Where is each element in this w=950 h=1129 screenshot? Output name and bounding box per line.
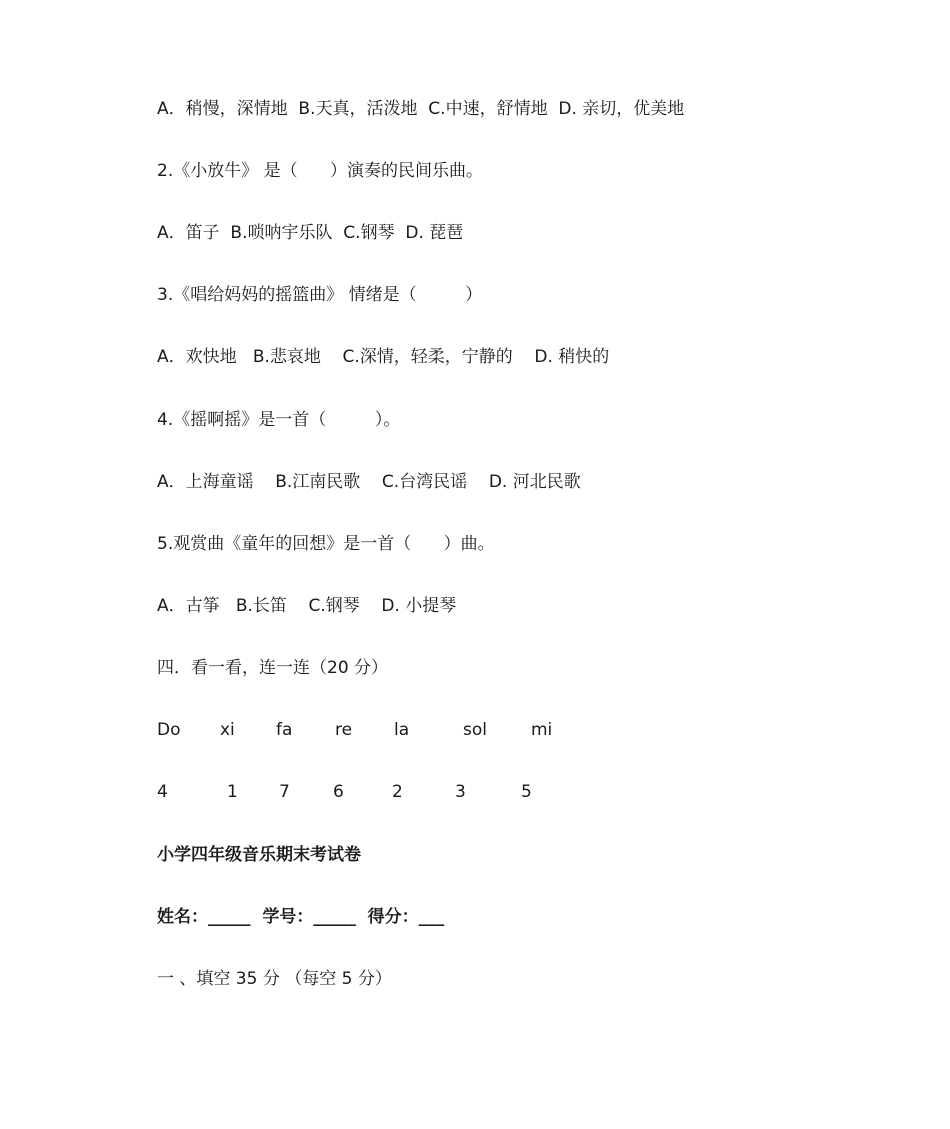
q1-options: A．稍慢，深情地 B.天真，活泼地 C.中速，舒情地 D. 亲切，优美地	[157, 99, 685, 119]
q2-question: 2.《小放牛》 是（ ）演奏的民间乐曲。	[157, 161, 484, 181]
number-6: 6	[333, 782, 344, 802]
number-3: 3	[455, 782, 466, 802]
solfege-re: re	[335, 720, 353, 740]
q4-question: 4.《摇啊摇》是一首（ ）。	[157, 410, 401, 430]
solfege-sol: sol	[463, 720, 487, 740]
number-1: 1	[227, 782, 238, 802]
q2-options: A．笛子 B.唢呐宇乐队 C.钢琴 D. 琵琶	[157, 223, 464, 243]
solfege-do: Do	[157, 720, 181, 740]
q4-options: A．上海童谣 B.江南民歌 C.台湾民谣 D. 河北民歌	[157, 472, 581, 492]
number-4: 4	[157, 782, 168, 802]
solfege-la: la	[394, 720, 410, 740]
q5-options: A．古筝 B.长笛 C.钢琴 D. 小提琴	[157, 596, 457, 616]
section-four-heading: 四．看一看，连一连（20 分）	[157, 658, 389, 678]
solfege-row	[157, 718, 657, 742]
q3-question: 3.《唱给妈妈的摇篮曲》 情绪是（ ）	[157, 285, 483, 305]
number-7: 7	[279, 782, 290, 802]
solfege-fa: fa	[276, 720, 293, 740]
solfege-xi: xi	[220, 720, 235, 740]
exam-title: 小学四年级音乐期末考试卷	[157, 845, 361, 865]
number-row	[157, 780, 657, 804]
q5-question: 5.观赏曲《童年的回想》是一首（ ）曲。	[157, 534, 495, 554]
number-2: 2	[392, 782, 403, 802]
section-one-heading: 一 、填空 35 分 （每空 5 分）	[157, 969, 392, 989]
solfege-mi: mi	[531, 720, 553, 740]
q3-options: A．欢快地 B.悲哀地 C.深情，轻柔，宁静的 D. 稍快的	[157, 347, 610, 367]
student-info-line: 姓名：_____ 学号：_____ 得分：___	[157, 907, 445, 927]
number-5: 5	[521, 782, 532, 802]
